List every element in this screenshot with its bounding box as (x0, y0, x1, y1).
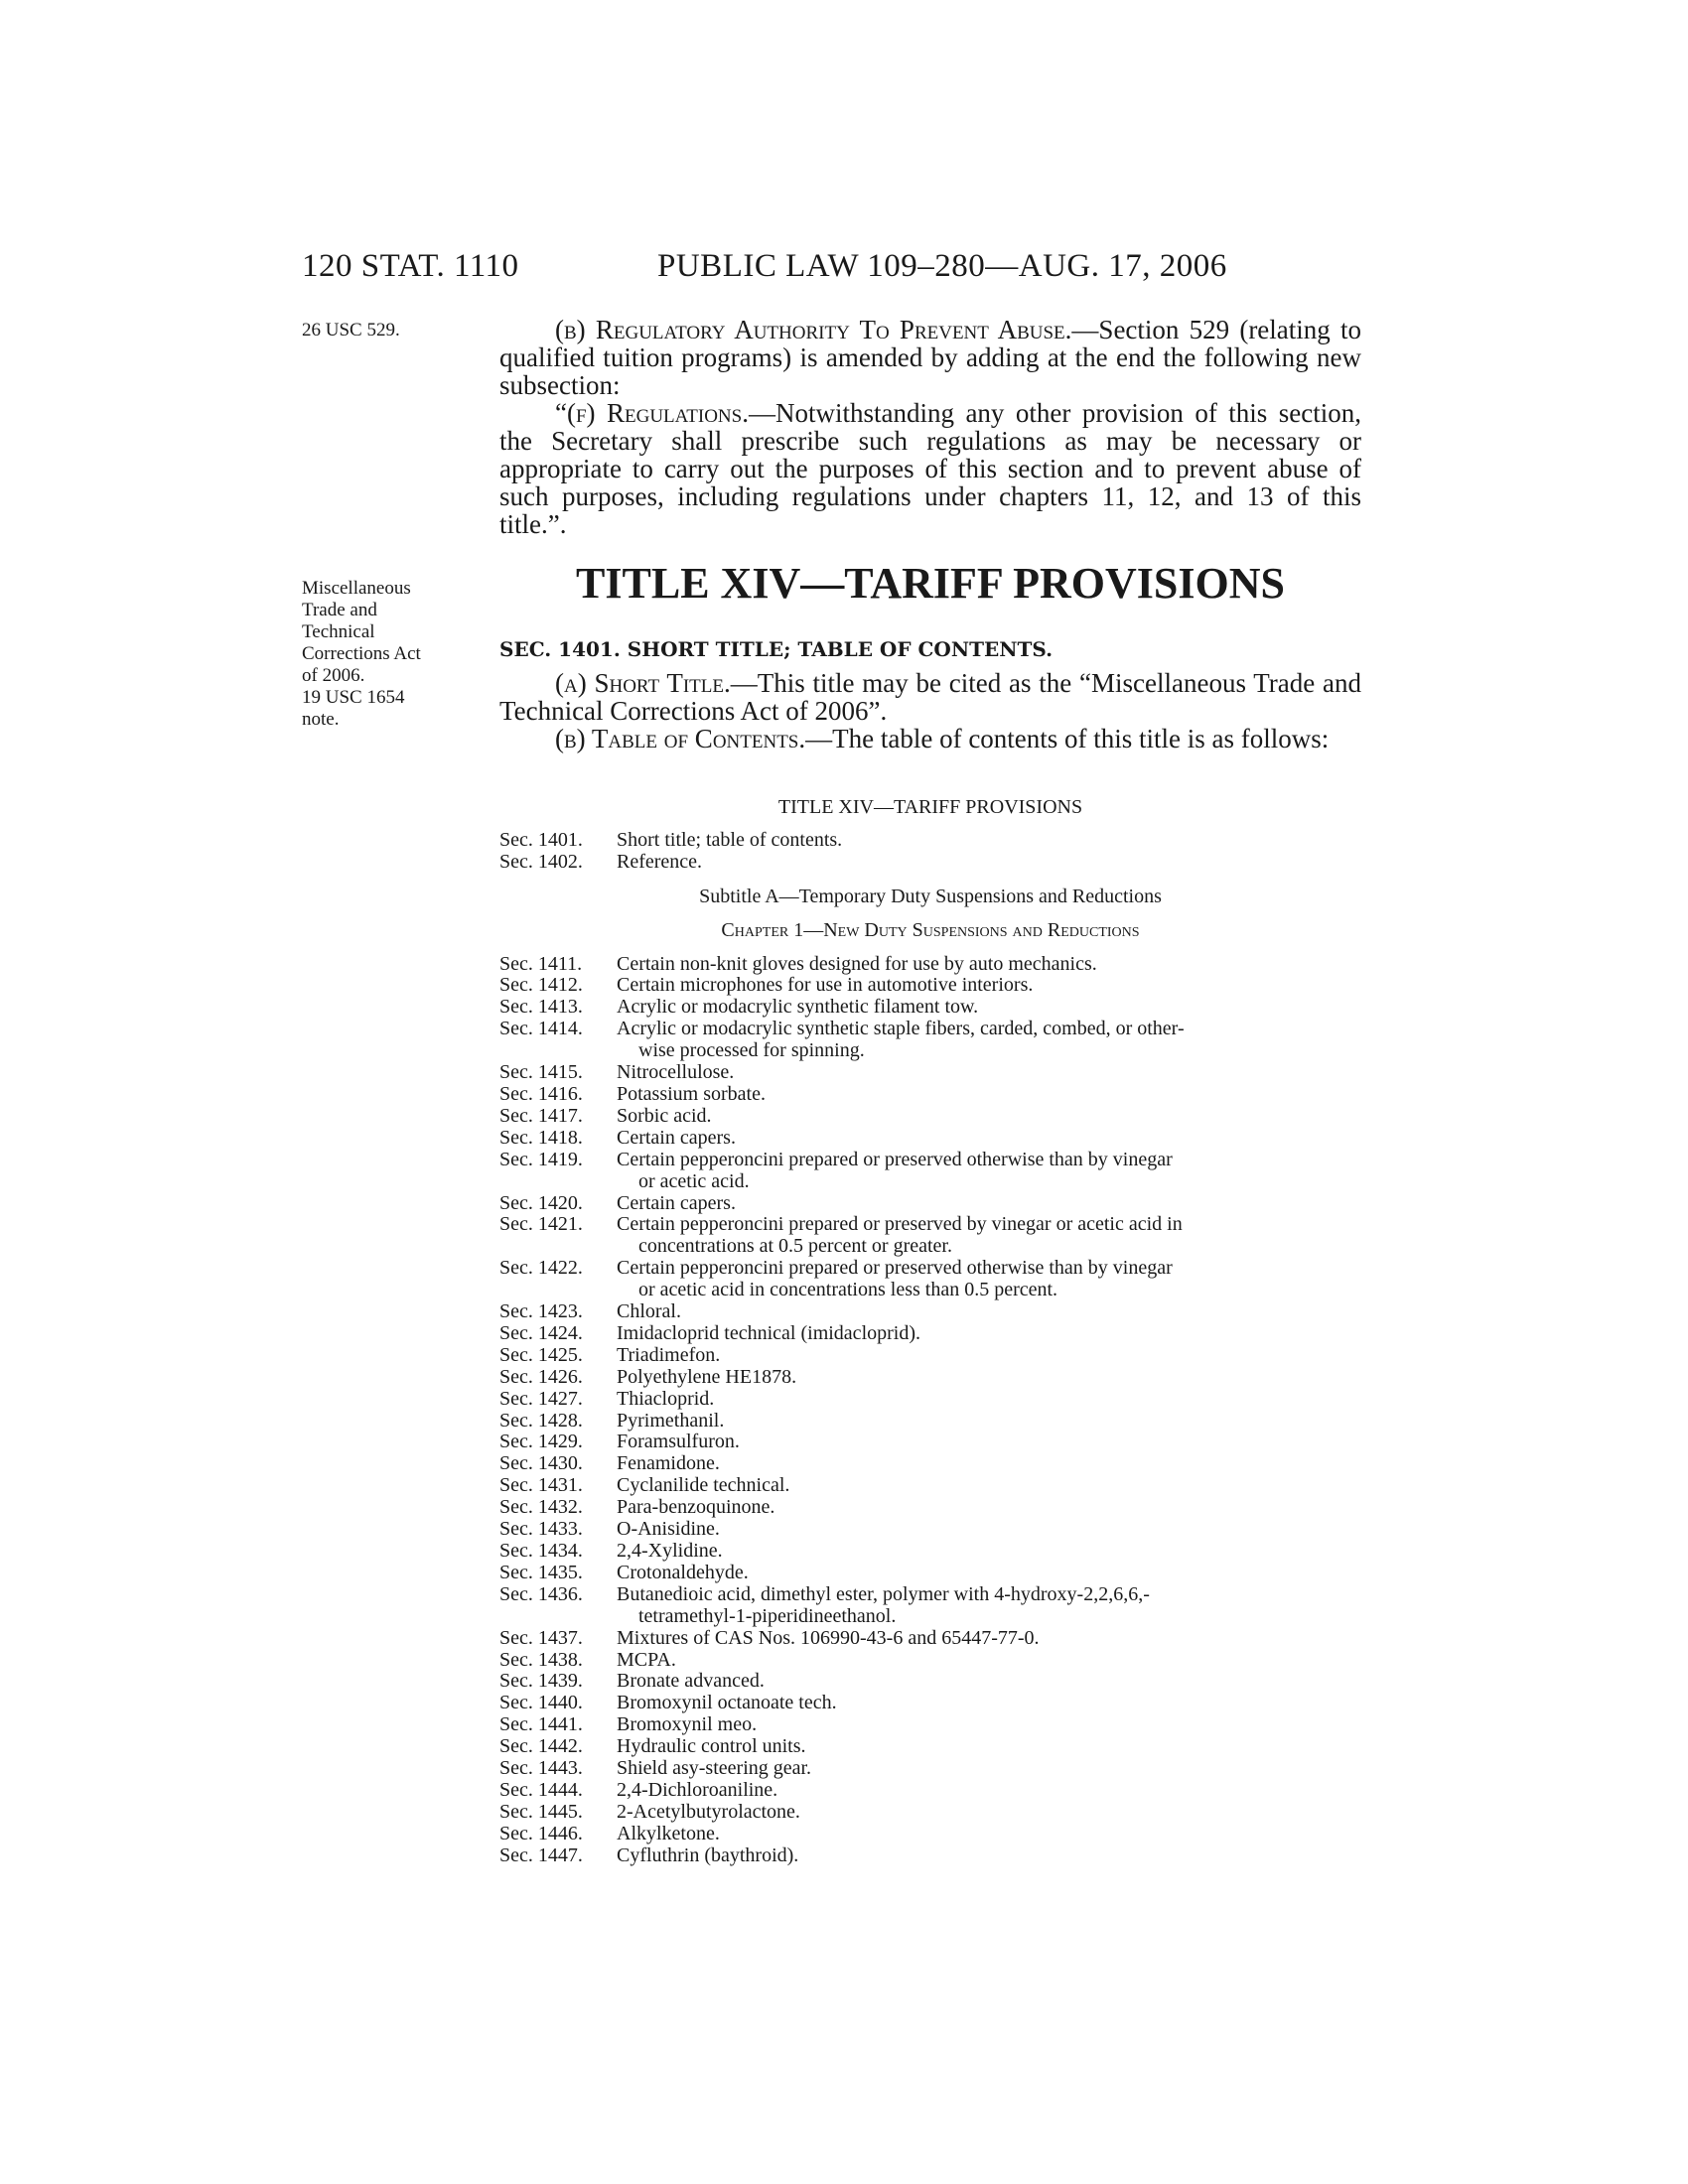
section-b-heading: (b) Regulatory Authority To Prevent Abuse. (555, 315, 1072, 344)
toc-entry-label: Sec. 1424. (499, 1321, 583, 1344)
toc-entry (499, 1802, 1361, 1824)
toc-entry-label: Sec. 1417. (499, 1104, 583, 1127)
toc-entry-text-wrap (617, 1845, 1361, 1867)
toc-entry-text: Certain pepperoncini prepared or preserved otherwise than by vinegar (617, 1148, 1173, 1170)
toc-entry-text-wrap (617, 1519, 1361, 1541)
toc-entry-label: Sec. 1430. (499, 1452, 583, 1475)
toc-entry-label: Sec. 1401. (499, 828, 583, 851)
toc-entry-text: MCPA. (617, 1648, 676, 1671)
toc-entry-text: Acrylic or modacrylic synthetic filament tow. (617, 996, 979, 1019)
toc-entry-label: Sec. 1425. (499, 1343, 583, 1366)
toc-entry-text: 2,4-Dichloroaniline. (617, 1778, 778, 1801)
toc-entry-label: Sec. 1426. (499, 1365, 583, 1388)
toc-entry-label: Sec. 1402. (499, 850, 583, 873)
toc-entry (499, 1563, 1361, 1584)
toc-entry-text: Polyethylene HE1878. (617, 1365, 797, 1388)
toc-entry-text: Hydraulic control units. (617, 1735, 806, 1758)
toc-entry-text: 2,4-Xylidine. (617, 1540, 723, 1562)
toc-entry-text: Foramsulfuron. (617, 1431, 740, 1453)
toc-entry-text-wrap (617, 1541, 1361, 1563)
toc-entry-text-wrap (617, 1628, 1361, 1650)
toc-entry-text: Short title; table of contents. (617, 828, 843, 851)
toc-entry-text-wrap (617, 1323, 1361, 1345)
toc-entry-text: Chloral. (617, 1300, 681, 1323)
toc-entry (499, 830, 1361, 852)
toc-entry-text: Bronate advanced. (617, 1670, 765, 1693)
toc-entry-label: Sec. 1440. (499, 1692, 583, 1714)
toc-entry (499, 1062, 1361, 1084)
short-title-heading: (a) Short Title. (555, 668, 731, 698)
running-header: PUBLIC LAW 109–280—AUG. 17, 2006 (657, 248, 1227, 284)
toc-entry-text-wrap (617, 1367, 1361, 1389)
page-number: 120 STAT. 1110 (302, 248, 519, 284)
toc-entry-text: Cyclanilide technical. (617, 1474, 790, 1497)
toc-entry-text: Triadimefon. (617, 1343, 721, 1366)
toc-entry-label: Sec. 1429. (499, 1431, 583, 1453)
toc-entry-label: Sec. 1419. (499, 1148, 583, 1170)
subsection-f-text: —Notwithstanding any other provision of this section, the Secretary shall prescribe such regulations as may be necessary or appropriate to carry out the purposes of this section and to prevent abuse of such purposes, including regulations under chapters 11, 12, and 13 of this title.”. (499, 398, 1361, 539)
toc-entry-text: Thiacloprid. (617, 1387, 715, 1410)
toc-entry-label: Sec. 1416. (499, 1082, 583, 1105)
toc-subtitle: Subtitle A—Temporary Duty Suspensions and Reductions (699, 885, 1162, 907)
margin-note-line: Trade and (302, 600, 377, 620)
toc-entry-text-wrap (617, 1650, 1361, 1672)
toc-entry (499, 1258, 1361, 1301)
toc-entry-text: Sorbic acid. (617, 1104, 712, 1127)
toc-entry-label: Sec. 1431. (499, 1474, 583, 1497)
toc-entry-text: Nitrocellulose. (617, 1061, 735, 1084)
toc-entry-text-wrap (617, 1453, 1361, 1475)
toc-entry-text: Certain pepperoncini prepared or preserved otherwise than by vinegar (617, 1257, 1173, 1280)
toc-entry-text-wrap (617, 1736, 1361, 1758)
toc-entry (499, 1323, 1361, 1345)
toc-entry (499, 1193, 1361, 1215)
toc-entry-text-wrap (617, 1345, 1361, 1367)
toc-entry (499, 1693, 1361, 1714)
table-of-contents (499, 797, 1361, 1867)
toc-entry-text: 2-Acetylbutyrolactone. (617, 1800, 800, 1823)
margin-note-line: of 2006. (302, 665, 365, 686)
toc-entry-text-wrap (617, 1389, 1361, 1411)
section-1401-heading: SEC. 1401. SHORT TITLE; TABLE OF CONTENTS. (499, 637, 1054, 661)
toc-entry (499, 1301, 1361, 1323)
toc-entry-text: O-Anisidine. (617, 1518, 720, 1541)
toc-entry-label: Sec. 1442. (499, 1735, 583, 1758)
toc-entry (499, 1106, 1361, 1128)
toc-entry (499, 954, 1361, 976)
toc-entry-label: Sec. 1414. (499, 1018, 583, 1040)
toc-entry-label: Sec. 1436. (499, 1582, 583, 1605)
toc-entry (499, 1345, 1361, 1367)
toc-entry-label: Sec. 1411. (499, 952, 583, 975)
toc-entry-text-wrap (617, 997, 1361, 1019)
toc-entry-text-wrap (617, 1214, 1361, 1258)
toc-entry (499, 1497, 1361, 1519)
toc-intro-text: —The table of contents of this title is as follows: (805, 724, 1330, 753)
toc-entry (499, 1411, 1361, 1433)
toc-entry (499, 1541, 1361, 1563)
toc-entry-text-wrap (617, 954, 1361, 976)
toc-entry-text: Certain non-knit gloves designed for use by auto mechanics. (617, 952, 1097, 975)
toc-entry-label: Sec. 1444. (499, 1778, 583, 1801)
toc-entry (499, 1475, 1361, 1497)
toc-entry-text-wrap (617, 1019, 1361, 1062)
toc-entry-label: Sec. 1437. (499, 1626, 583, 1649)
toc-entry-text: Bromoxynil octanoate tech. (617, 1692, 837, 1714)
toc-entry-label: Sec. 1427. (499, 1387, 583, 1410)
toc-entry-text-wrap (617, 1671, 1361, 1693)
toc-entry-label: Sec. 1413. (499, 996, 583, 1019)
toc-entry-text: Fenamidone. (617, 1452, 720, 1475)
toc-entry-text-wrap (617, 1106, 1361, 1128)
toc-entry-text: Crotonaldehyde. (617, 1561, 749, 1583)
toc-entry-text: Pyrimethanil. (617, 1409, 725, 1432)
toc-entry-text: Butanedioic acid, dimethyl ester, polymer with 4-hydroxy-2,2,6,6,- (617, 1582, 1150, 1605)
short-title-paragraph (499, 669, 1361, 725)
toc-intro-paragraph (499, 725, 1361, 752)
margin-note-short-title (302, 578, 481, 731)
section-b-paragraph (499, 316, 1361, 399)
toc-entry-text-wrap (617, 1062, 1361, 1084)
toc-entry (499, 1019, 1361, 1062)
margin-note-line: Miscellaneous (302, 578, 411, 599)
toc-entry (499, 1214, 1361, 1258)
toc-entry-label: Sec. 1446. (499, 1822, 583, 1844)
toc-entry-text: Bromoxynil meo. (617, 1713, 758, 1736)
toc-entry-text: Imidacloprid technical (imidacloprid). (617, 1321, 920, 1344)
section-b-text: —Section 529 (relating to qualified tuition programs) is amended by adding at the end the following new subsection: (499, 315, 1361, 400)
title-heading: TITLE XIV—TARIFF PROVISIONS (576, 559, 1285, 608)
toc-entry-text-wrap (617, 1824, 1361, 1845)
toc-entry-text-wrap (617, 1714, 1361, 1736)
toc-chapter: Chapter 1—New Duty Suspensions and Reductions (721, 918, 1140, 941)
toc-entry (499, 1519, 1361, 1541)
toc-entry (499, 1084, 1361, 1106)
toc-entry (499, 1453, 1361, 1475)
toc-entry (499, 997, 1361, 1019)
toc-entry-text-wrap (617, 1193, 1361, 1215)
toc-entry-text: Mixtures of CAS Nos. 106990-43-6 and 65447-77-0. (617, 1626, 1040, 1649)
toc-entry-label: Sec. 1439. (499, 1670, 583, 1693)
toc-entry-text-wrap (617, 1258, 1361, 1301)
toc-entry-text: Certain capers. (617, 1191, 736, 1214)
toc-entry-label: Sec. 1432. (499, 1496, 583, 1519)
toc-entry (499, 1714, 1361, 1736)
toc-entry (499, 1367, 1361, 1389)
section-1401-body (499, 669, 1361, 752)
toc-entry-text-wrap (617, 1084, 1361, 1106)
toc-entry (499, 1780, 1361, 1802)
toc-entry-text: Acrylic or modacrylic synthetic staple fibers, carded, combed, or other- (617, 1018, 1185, 1040)
toc-entry-text: Certain capers. (617, 1126, 736, 1149)
toc-intro-heading: (b) Table of Contents. (555, 724, 806, 753)
toc-entry-text: Potassium sorbate. (617, 1082, 766, 1105)
toc-entry-text-wrap (617, 1802, 1361, 1824)
toc-entry-label: Sec. 1434. (499, 1540, 583, 1562)
toc-entry (499, 1650, 1361, 1672)
subsection-f-heading: “(f) Regulations. (555, 398, 749, 428)
toc-entry-continuation: tetramethyl-1-piperidineethanol. (638, 1604, 897, 1627)
toc-entry-text: Alkylketone. (617, 1822, 720, 1844)
toc-entry (499, 1671, 1361, 1693)
toc-entry-text-wrap (617, 830, 1361, 852)
toc-entry (499, 1758, 1361, 1780)
toc-entry-text: Cyfluthrin (baythroid). (617, 1843, 799, 1866)
toc-entry-label: Sec. 1445. (499, 1800, 583, 1823)
toc-entry-continuation: wise processed for spinning. (638, 1039, 865, 1062)
toc-entry-label: Sec. 1435. (499, 1561, 583, 1583)
toc-entry-continuation: concentrations at 0.5 percent or greater. (638, 1235, 952, 1258)
toc-entry-text-wrap (617, 1497, 1361, 1519)
toc-entry (499, 975, 1361, 997)
toc-entry-label: Sec. 1422. (499, 1257, 583, 1280)
toc-entry-text-wrap (617, 1150, 1361, 1193)
toc-entry-text-wrap (617, 1128, 1361, 1150)
margin-note-line: Technical (302, 621, 375, 642)
toc-entry-text: Para-benzoquinone. (617, 1496, 775, 1519)
toc-title: TITLE XIV—TARIFF PROVISIONS (777, 796, 1083, 818)
toc-entry-text-wrap (617, 852, 1361, 874)
toc-entry (499, 1432, 1361, 1453)
toc-entry-text: Reference. (617, 850, 703, 873)
toc-entry-label: Sec. 1421. (499, 1213, 583, 1236)
toc-entry (499, 1824, 1361, 1845)
toc-entry-text-wrap (617, 1693, 1361, 1714)
toc-entry-continuation: or acetic acid in concentrations less than 0.5 percent. (638, 1279, 1058, 1301)
toc-entry-list (499, 954, 1361, 1867)
toc-entry-text-wrap (617, 1758, 1361, 1780)
toc-entry-text-wrap (617, 1780, 1361, 1802)
toc-entry-text: Certain microphones for use in automotive interiors. (617, 974, 1034, 997)
toc-entry-label: Sec. 1443. (499, 1757, 583, 1780)
short-title-text: —This title may be cited as the “Miscellaneous Trade and Technical Corrections Act of 2006”. (499, 668, 1361, 726)
toc-entry-text-wrap (617, 1584, 1361, 1628)
toc-entry-text: Shield asy-steering gear. (617, 1757, 812, 1780)
toc-entry-label: Sec. 1412. (499, 974, 583, 997)
toc-entry (499, 1128, 1361, 1150)
toc-entry-text: Certain pepperoncini prepared or preserved by vinegar or acetic acid in (617, 1213, 1183, 1236)
margin-note-line: 19 USC 1654 (302, 687, 405, 708)
toc-entry-label: Sec. 1438. (499, 1648, 583, 1671)
toc-entry-label: Sec. 1420. (499, 1191, 583, 1214)
toc-entry-text-wrap (617, 1301, 1361, 1323)
toc-entry-text-wrap (617, 1563, 1361, 1584)
margin-note-line: note. (302, 709, 340, 730)
toc-entry (499, 1584, 1361, 1628)
toc-entry (499, 1736, 1361, 1758)
regulatory-authority-block (499, 316, 1361, 538)
toc-entry-label: Sec. 1415. (499, 1061, 583, 1084)
toc-entry-label: Sec. 1428. (499, 1409, 583, 1432)
toc-entry-text-wrap (617, 1411, 1361, 1433)
toc-entry (499, 1389, 1361, 1411)
toc-entry-label: Sec. 1433. (499, 1518, 583, 1541)
toc-entry-text-wrap (617, 1432, 1361, 1453)
toc-entry-text-wrap (617, 975, 1361, 997)
toc-entry-continuation: or acetic acid. (638, 1169, 750, 1192)
toc-entry (499, 1845, 1361, 1867)
toc-entry-text-wrap (617, 1475, 1361, 1497)
toc-entry-label: Sec. 1447. (499, 1843, 583, 1866)
toc-entry (499, 852, 1361, 874)
toc-pre-list (499, 830, 1361, 874)
subsection-f-paragraph (499, 399, 1361, 538)
margin-note-usc: 26 USC 529. (302, 320, 400, 341)
toc-entry-label: Sec. 1418. (499, 1126, 583, 1149)
toc-entry-label: Sec. 1423. (499, 1300, 583, 1323)
margin-note-line: Corrections Act (302, 643, 421, 664)
toc-entry (499, 1628, 1361, 1650)
toc-entry (499, 1150, 1361, 1193)
toc-entry-label: Sec. 1441. (499, 1713, 583, 1736)
